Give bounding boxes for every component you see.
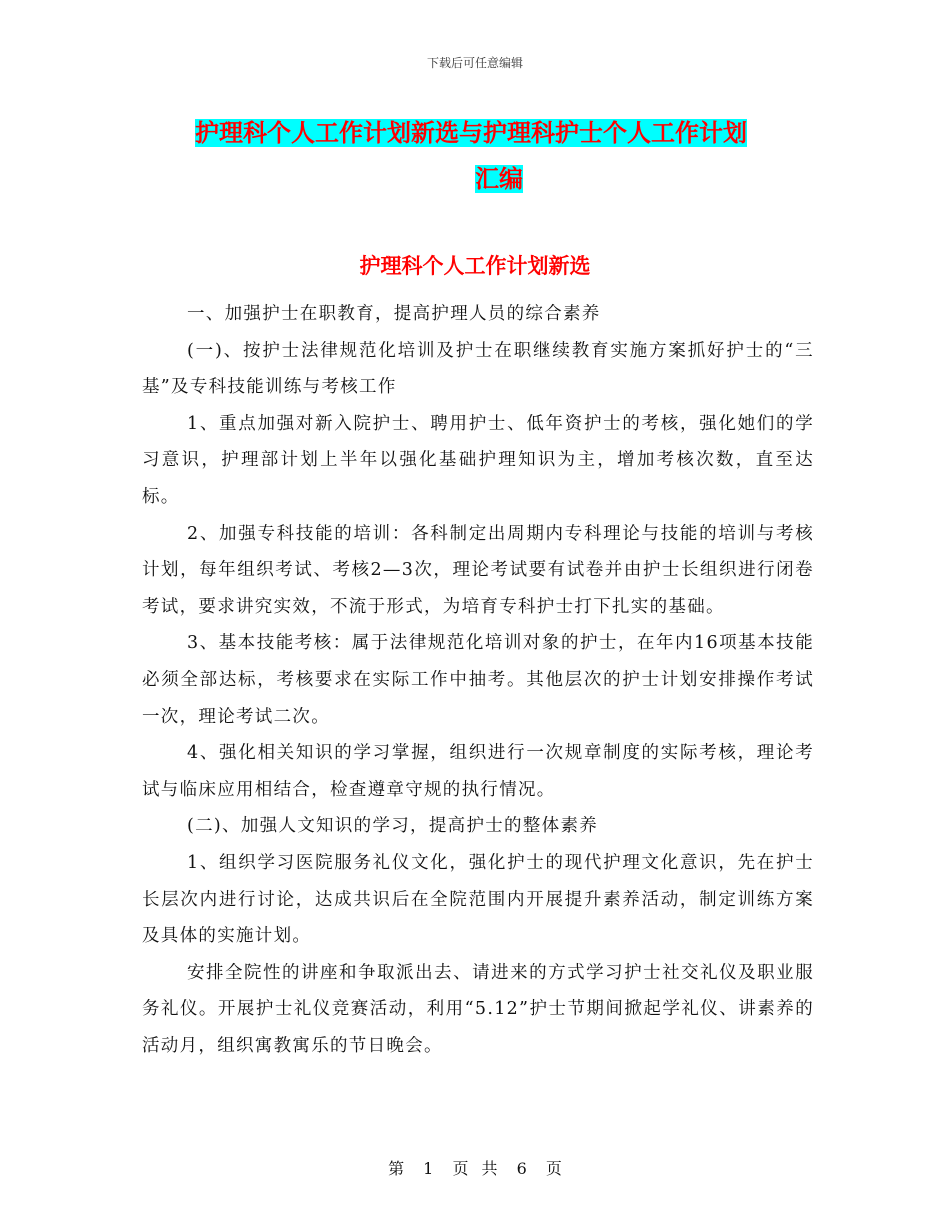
title-line-1: 护理科个人工作计划新选与护理科护士个人工作计划 bbox=[195, 119, 747, 147]
document-title bbox=[195, 110, 815, 202]
paragraph: 3、基本技能考核：属于法律规范化培训对象的护士，在年内16项基本技能必须全部达标，考核要求在实际工作中抽考。其他层次的护士计划安排操作考试一次，理论考试二次。 bbox=[142, 633, 814, 727]
title-line-2: 汇编 bbox=[475, 165, 523, 193]
paragraph: 2、加强专科技能的培训：各科制定出周期内专科理论与技能的培训与考核计划，每年组织考试、考核2—3次，理论考试要有试卷并由护士长组织进行闭卷考试，要求讲究实效，不流于形式，为培育专科护士打下扎实的基础。 bbox=[142, 523, 814, 617]
footer-suffix: 页 bbox=[545, 1159, 562, 1178]
header-note: 下载后可任意编辑 bbox=[426, 56, 523, 70]
document-body bbox=[142, 296, 814, 1064]
footer-mid: 页 共 bbox=[452, 1159, 498, 1178]
paragraph: (一)、按护士法律规范化培训及护士在职继续教育实施方案抓好护士的“三基”及专科技能训练与考核工作 bbox=[142, 340, 814, 398]
section-title: 护理科个人工作计划新选 bbox=[359, 254, 591, 278]
paragraph: 1、重点加强对新入院护士、聘用护士、低年资护士的考核，强化她们的学习意识，护理部计划上半年以强化基础护理知识为主，增加考核次数，直至达标。 bbox=[142, 413, 814, 507]
paragraph: 一、加强护士在职教育，提高护理人员的综合素养 bbox=[187, 304, 601, 324]
paragraph: 1、组织学习医院服务礼仪文化，强化护士的现代护理文化意识，先在护士长层次内进行讨论，达成共识后在全院范围内开展提升素养活动，制定训练方案及具体的实施计划。 bbox=[142, 852, 814, 947]
paragraph: 4、强化相关知识的学习掌握，组织进行一次规章制度的实际考核，理论考试与临床应用相结合，检查遵章守规的执行情况。 bbox=[142, 743, 814, 800]
footer-page-total: 6 bbox=[516, 1159, 527, 1178]
footer-page-number: 1 bbox=[423, 1159, 434, 1178]
paragraph: (二)、加强人文知识的学习，提高护士的整体素养 bbox=[187, 816, 599, 837]
page-footer bbox=[0, 1156, 950, 1179]
paragraph: 安排全院性的讲座和争取派出去、请进来的方式学习护士社交礼仪及职业服务礼仪。开展护士礼仪竞赛活动，利用“5.12”护士节期间掀起学礼仪、讲素养的活动月，组织寓教寓乐的节日晚会。 bbox=[142, 962, 814, 1056]
footer-prefix: 第 bbox=[388, 1159, 405, 1178]
